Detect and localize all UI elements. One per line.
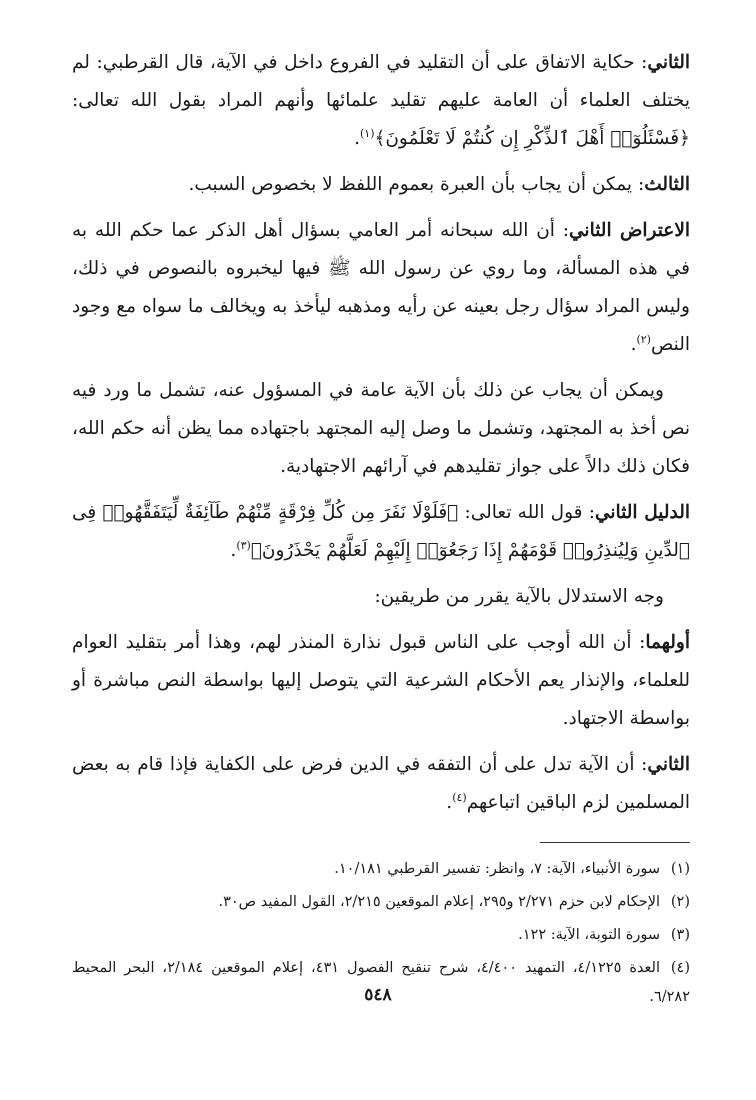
paragraph-lead: الثاني [647,754,690,775]
paragraph-text: : قول الله تعالى: [458,502,595,523]
footnote [72,921,690,950]
paragraph-tail: . [354,128,360,149]
footnote-ref[interactable]: (٢) [636,332,651,346]
footnote [72,855,690,884]
footnote [72,888,690,917]
footnote-ref[interactable]: (٤) [452,790,467,804]
footnote-number: (٣) [670,927,690,943]
quran-verse: ﴿فَسْئَلُوٓا۟ أَهْلَ ٱلذِّكْرِ إِن كُنتُمْ لَا تَعْلَمُونَ﴾ [374,128,690,149]
paragraph-tail: . [446,792,453,813]
paragraph-lead: الدليل الثاني [594,502,691,523]
paragraph-text: : أن الله أوجب على الناس قبول نذارة المنذر لهم، وهذا أمر بتقليد العوام للعلماء، والإنذار يعم الأحكام الشرعية التي يتوصل إليها بواسطة النص مباشرة أو بواسطة الاجتهاد. [72,632,690,729]
paragraph-text: : حكاية الاتفاق على أن التقليد في الفروع داخل في الآية، قال القرطبي: لم يختلف العلماء أن العامة عليهم تقليد علمائها وأنهم المراد بقول الله تعالى: [72,52,690,111]
paragraph-lead: الثاني [647,52,690,73]
footnote-number: (٢) [670,894,690,910]
paragraph-lead: أولهما [645,632,690,653]
paragraph-answer [72,372,690,486]
paragraph-tail: . [230,540,237,561]
paragraph-evidence-two [72,494,690,570]
footnote-number: (٤) [670,960,690,976]
paragraph-third [72,166,690,204]
paragraph-text: : أن الله سبحانه أمر العامي بسؤال أهل الذكر عما حكم الله به في هذه المسألة، وما روي عن رسول الله ﷺ فيها ليخبروه بالنصوص في ذلك، وليس المراد سؤال رجل بعينه عن رأيه ومذهبه ليأخذ به ويخالف ما سواه مع وجود النص [72,220,690,355]
footnote-text: سورة التوبة، الآية: ١٢٢. [518,927,660,943]
paragraph-third-reason-1 [72,44,690,158]
footnote-number: (١) [670,861,690,877]
paragraph-objection-two [72,212,690,364]
paragraph-text: وجه الاستدلال بالآية يقرر من طريقين: [374,586,664,607]
paragraph-second-way [72,746,690,822]
footnote-text: العدة ٤/١٢٢٥، التمهيد ٤/٤٠٠، شرح تنقيح الفصول ٤٣١، إعلام الموقعين ٢/١٨٤، البحر المحيط ٦/٢٨٢. [72,960,690,1005]
footnote-text: الإحكام لابن حزم ٢/٢٧١ و٢٩٥، إعلام الموقعين ٢/٢١٥، القول المفيد ص٣٠. [218,894,660,910]
footnote-text: سورة الأنبياء، الآية: ٧، وانظر: تفسير القرطبي ١٠/١٨١. [334,861,660,877]
footnote-ref[interactable]: (٣) [236,538,251,552]
footnote-ref[interactable]: (١) [359,126,375,140]
paragraph-text: ويمكن أن يجاب عن ذلك بأن الآية عامة في المسؤول عنه، تشمل ما ورد فيه نص أخذ به المجتهد، وتشمل ما وصل إليه المجتهد باجتهاده مما يظن أنه حكم الله، فكان ذلك دالاً على جواز تقليدهم في آرائهم الاجتهادية. [72,380,690,477]
page-body [72,44,690,1016]
paragraph-text: : يمكن أن يجاب بأن العبرة بعموم اللفظ لا بخصوص السبب. [188,174,645,195]
quran-verse: ﴿فَلَوْلَا نَفَرَ مِن كُلِّ فِرْقَةٍ مِّنْهُمْ طَآئِفَةٌ لِّيَتَفَقَّهُوا۟ فِى ٱلدِّينِ وَلِيُنذِرُوا۟ قَوْمَهُمْ إِذَا رَجَعُوٓا۟ إِلَيْهِمْ لَعَلَّهُمْ يَحْذَرُونَ﴾ [72,502,690,561]
page-number: ٥٤٨ [364,985,392,1005]
paragraph-inference [72,578,690,616]
paragraph-text: : أن الآية تدل على أن التفقه في الدين فرض على الكفاية فإذا قام به بعض المسلمين لزم الباقين اتباعهم [72,754,690,813]
footnote-divider [540,842,690,843]
paragraph-lead: الثالث [644,174,690,195]
paragraph-tail: . [630,334,637,355]
paragraph-lead: الاعتراض الثاني [569,220,691,241]
paragraph-first-way [72,624,690,738]
